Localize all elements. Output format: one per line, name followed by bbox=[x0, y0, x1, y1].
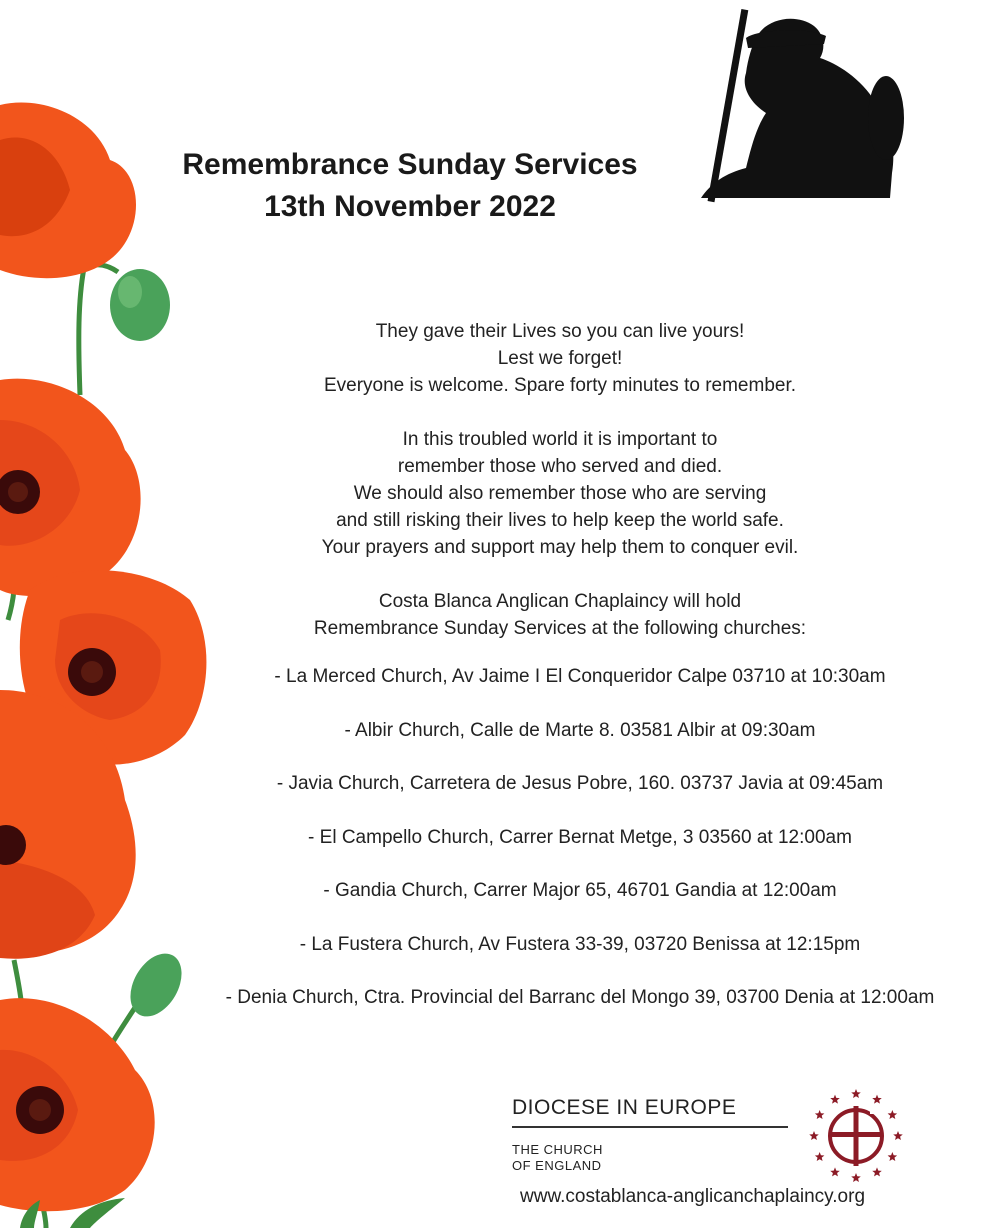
crest-star bbox=[888, 1152, 898, 1161]
intro-line: Lest we forget! bbox=[497, 348, 623, 369]
poppy-flower-5 bbox=[0, 998, 155, 1211]
announcement-line: Remembrance Sunday Services at the following churches: bbox=[313, 618, 807, 639]
service-item: - El Campello Church, Carrer Bernat Metge, 3 03560 at 12:00am bbox=[308, 826, 852, 848]
intro-line: Everyone is welcome. Spare forty minutes to remember. bbox=[323, 375, 797, 396]
service-item: - Gandia Church, Carrer Major 65, 46701 Gandia at 12:00am bbox=[323, 880, 837, 901]
crest-star bbox=[851, 1173, 861, 1182]
poppy-flower-1 bbox=[0, 102, 136, 278]
crest-star bbox=[893, 1131, 903, 1140]
service-item: - Denia Church, Ctra. Provincial del Barranc del Mongo 39, 03700 Denia at 12:00am bbox=[225, 987, 935, 1008]
message-line: and still risking their lives to help keep the world safe. bbox=[336, 510, 784, 531]
message-line: In this troubled world it is important to bbox=[402, 429, 718, 450]
intro-line: They gave their Lives so you can live yours! bbox=[375, 321, 745, 342]
crest-star bbox=[830, 1167, 840, 1176]
diocese-crest-icon bbox=[808, 1088, 904, 1184]
crest-star bbox=[809, 1131, 819, 1140]
diocese-name: DIOCESE IN EUROPE bbox=[512, 1096, 788, 1128]
service-item: - La Merced Church, Av Jaime I El Conqueridor Calpe 03710 at 10:30am bbox=[274, 666, 886, 687]
crest-star bbox=[888, 1110, 898, 1119]
website-url[interactable]: www.costablanca-anglicanchaplaincy.org bbox=[520, 1186, 866, 1207]
service-list bbox=[210, 664, 950, 1039]
page-title bbox=[150, 144, 670, 228]
crest-star bbox=[815, 1110, 825, 1119]
message-line: We should also remember those who are serving bbox=[353, 483, 767, 504]
church-line-1: THE CHURCH bbox=[512, 1142, 603, 1157]
kneeling-soldier-silhouette bbox=[696, 8, 906, 203]
church-line-2: OF ENGLAND bbox=[512, 1158, 602, 1173]
crest-star bbox=[830, 1095, 840, 1104]
service-item: - Albir Church, Calle de Marte 8. 03581 Albir at 09:30am bbox=[344, 719, 816, 741]
message-line: Your prayers and support may help them to conquer evil. bbox=[321, 537, 799, 558]
poppy-bud-top bbox=[110, 269, 170, 341]
crest-star bbox=[815, 1152, 825, 1161]
service-item: - Javia Church, Carretera de Jesus Pobre, 160. 03737 Javia at 09:45am bbox=[276, 773, 884, 794]
title-line-1: Remembrance Sunday Services bbox=[182, 148, 638, 181]
crest-star bbox=[872, 1167, 882, 1176]
crest-star bbox=[872, 1095, 882, 1104]
message-line: remember those who served and died. bbox=[397, 456, 723, 477]
title-line-2: 13th November 2022 bbox=[264, 190, 556, 223]
announcement-line: Costa Blanca Anglican Chaplaincy will hold bbox=[378, 591, 742, 612]
body-text bbox=[250, 318, 870, 642]
poppy-flower-2 bbox=[0, 379, 141, 596]
service-item: - La Fustera Church, Av Fustera 33-39, 03720 Benissa at 12:15pm bbox=[299, 933, 861, 955]
crest-star bbox=[851, 1089, 861, 1098]
church-of-england-label bbox=[512, 1142, 712, 1174]
